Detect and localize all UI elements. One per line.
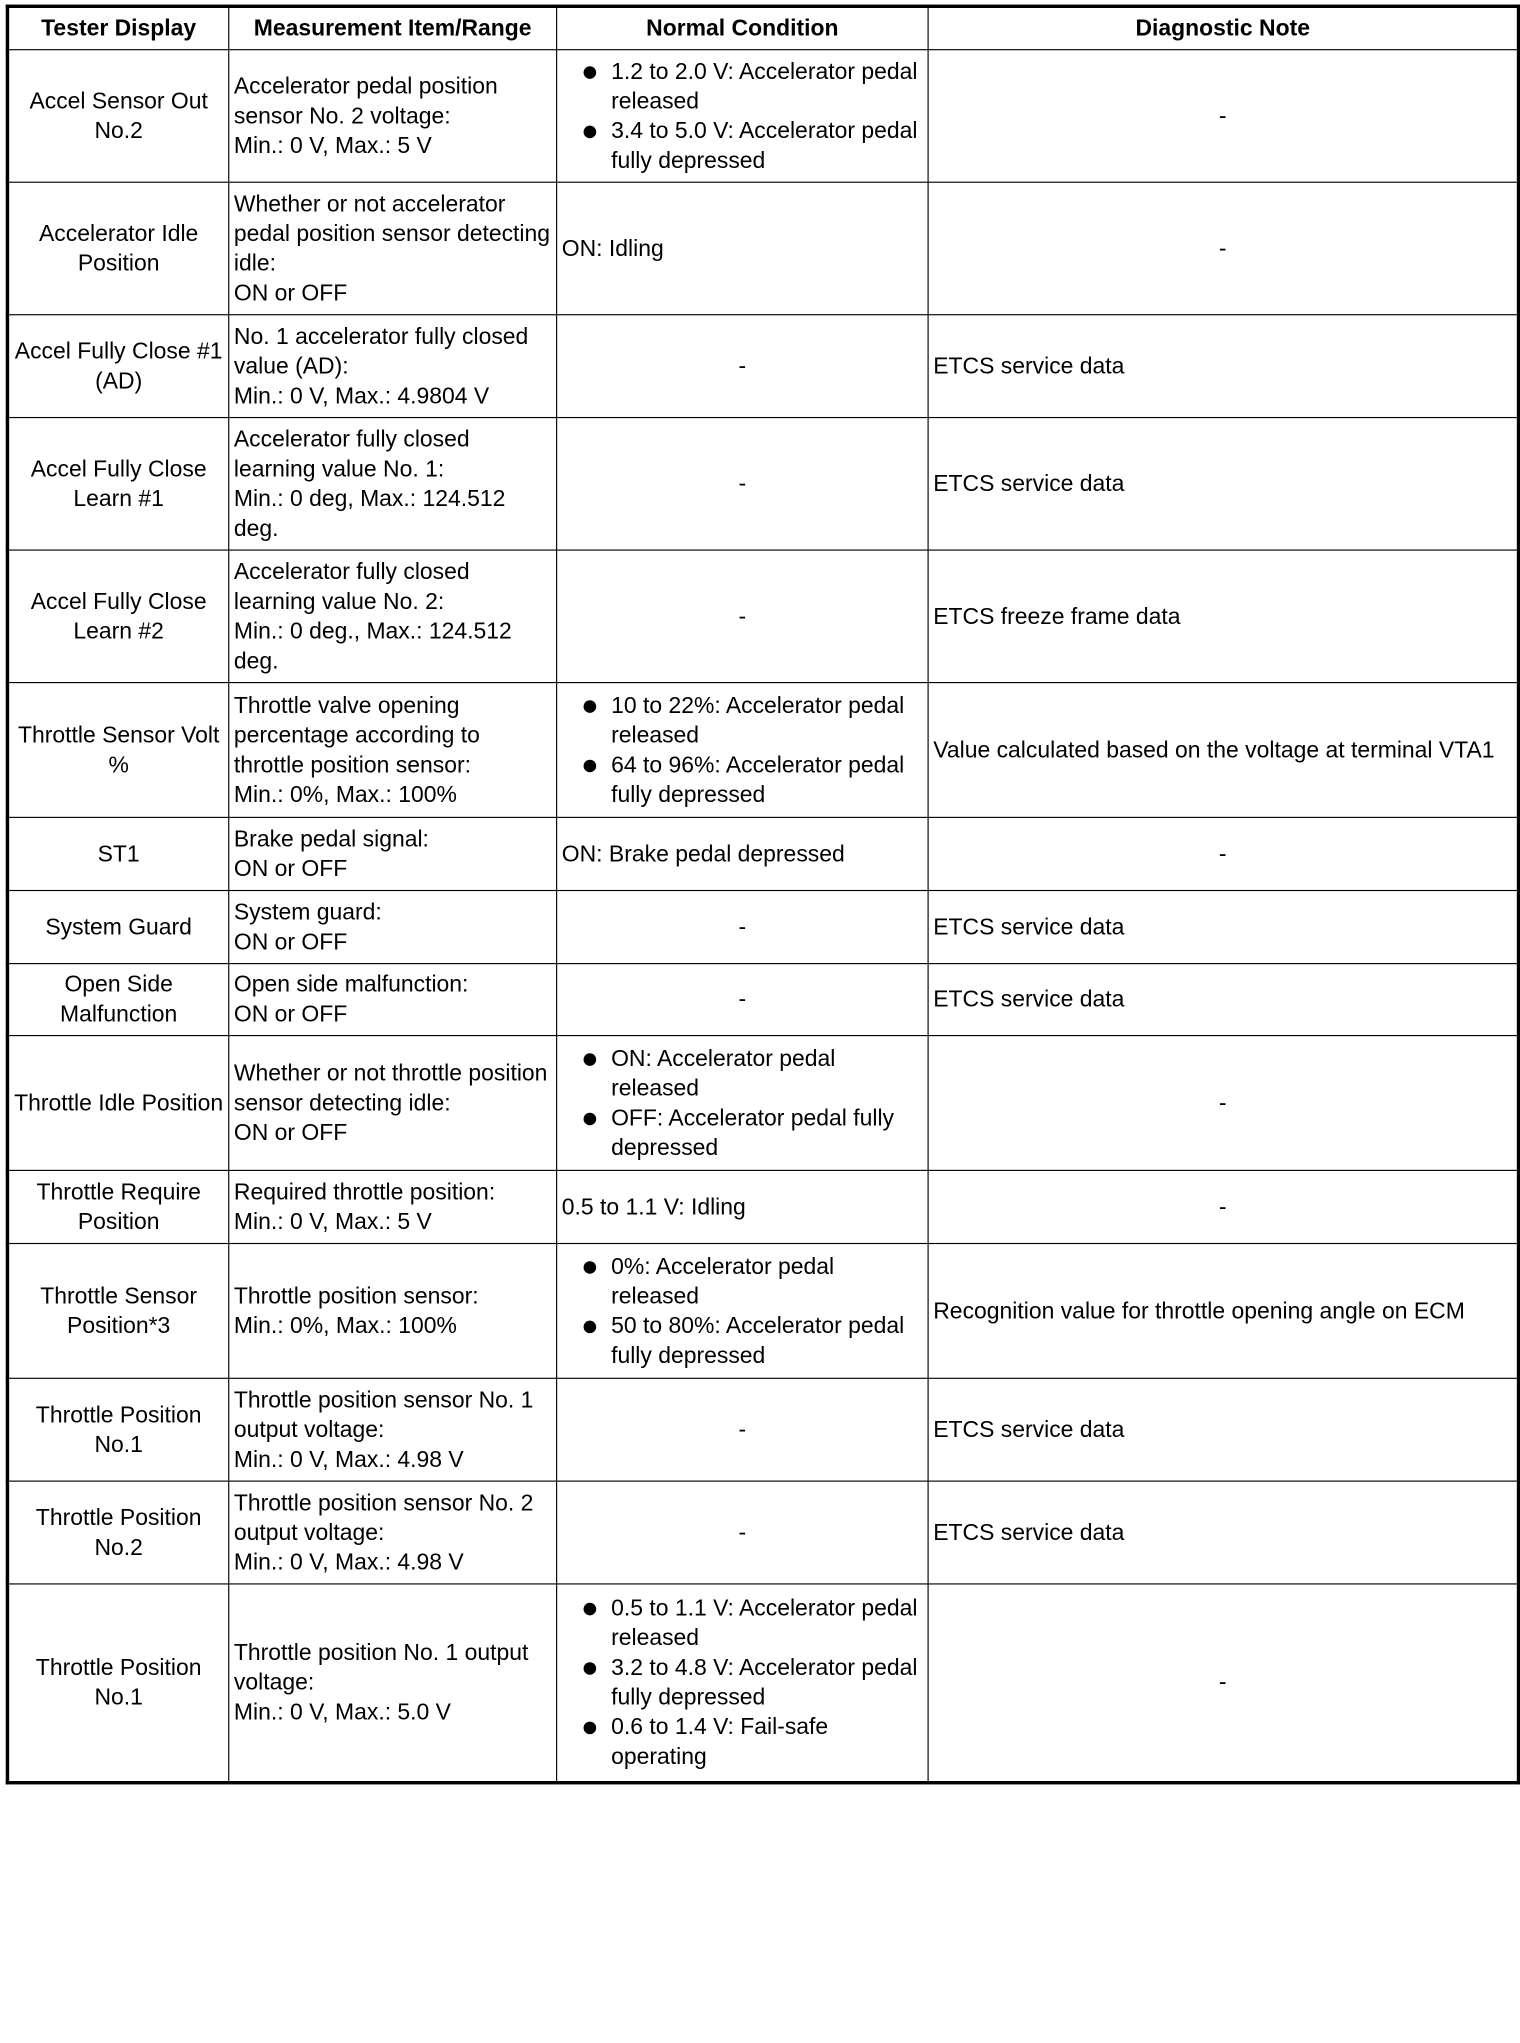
header-measurement-item: Measurement Item/Range: [229, 6, 557, 49]
tester-display-cell: Throttle Position No.2: [7, 1481, 228, 1584]
diagnostic-note-cell: [928, 1244, 1518, 1379]
tester-display-cell: Throttle Sensor Volt %: [7, 683, 228, 818]
table-row: [7, 817, 1518, 890]
tester-display-cell: Throttle Position No.1: [7, 1378, 228, 1481]
tester-display-cell: Throttle Position No.1: [7, 1584, 228, 1783]
measurement-line: Brake pedal signal:: [233, 826, 429, 852]
measurement-cell: [229, 1036, 557, 1171]
diagnostic-note-text: Recognition value for throttle opening angle on ECM: [933, 1298, 1465, 1324]
header-normal-condition: Normal Condition: [557, 6, 928, 49]
bullet-item: 3.2 to 4.8 V: Accelerator pedal fully depressed: [562, 1653, 923, 1712]
normal-condition-list: [562, 691, 923, 810]
measurement-line: ON or OFF: [233, 1001, 348, 1028]
diagnostic-note-cell: [928, 1170, 1518, 1243]
diagnostic-note-cell: [928, 1036, 1518, 1171]
diagnostic-note-text: ETCS service data: [933, 471, 1125, 497]
diagnostic-note-cell: [928, 1584, 1518, 1783]
table-row: [7, 964, 1518, 1036]
bullet-item: 3.4 to 5.0 V: Accelerator pedal fully depressed: [562, 116, 923, 175]
measurement-cell: [229, 817, 557, 890]
diagnostic-data-table: [6, 5, 1520, 1785]
measurement-line: Throttle position sensor:: [233, 1283, 479, 1309]
diagnostic-note-text: -: [1218, 1670, 1227, 1696]
diagnostic-note-cell: [928, 182, 1518, 315]
normal-condition-cell: [557, 964, 928, 1036]
measurement-line: Open side malfunction:: [233, 972, 469, 998]
normal-condition-text: -: [738, 1519, 747, 1546]
diagnostic-note-text: -: [1218, 235, 1227, 262]
diagnostic-note-text: ETCS service data: [933, 1519, 1125, 1546]
header-tester-display: Tester Display: [7, 6, 228, 49]
measurement-cell: [229, 182, 557, 315]
normal-condition-text: ON: Idling: [561, 235, 664, 262]
bullet-item: 0%: Accelerator pedal released: [562, 1251, 923, 1310]
normal-condition-text: -: [738, 353, 747, 379]
bullet-item: 64 to 96%: Accelerator pedal fully depressed: [562, 750, 923, 809]
normal-condition-text: 0.5 to 1.1 V: Idling: [561, 1194, 746, 1220]
normal-condition-cell: [557, 891, 928, 964]
measurement-cell: [229, 50, 557, 183]
measurement-cell: [229, 891, 557, 964]
table-row: [7, 1170, 1518, 1243]
table-row: [7, 418, 1518, 551]
bullet-item: 1.2 to 2.0 V: Accelerator pedal released: [562, 57, 923, 116]
measurement-line: Min.: 0 V, Max.: 4.98 V: [233, 1549, 464, 1575]
measurement-line: Min.: 0 deg., Max.: 124.512 deg.: [233, 618, 512, 674]
measurement-line: Accelerator pedal position sensor No. 2 voltage:: [233, 73, 498, 129]
tester-display-cell: Accelerator Idle Position: [7, 182, 228, 315]
tester-display-cell: Accel Fully Close #1 (AD): [7, 315, 228, 418]
measurement-line: ON or OFF: [233, 929, 348, 955]
diagnostic-note-cell: [928, 817, 1518, 890]
measurement-line: Min.: 0 deg, Max.: 124.512 deg.: [233, 486, 506, 541]
measurement-cell: [229, 683, 557, 818]
tester-display-cell: Throttle Idle Position: [7, 1036, 228, 1171]
table-row: [7, 1378, 1518, 1481]
measurement-line: Whether or not accelerator pedal position sensor detecting idle:: [233, 191, 551, 276]
measurement-line: Min.: 0 V, Max.: 4.9804 V: [233, 383, 490, 409]
tester-display-cell: Throttle Require Position: [7, 1170, 228, 1243]
measurement-line: Required throttle position:: [233, 1179, 496, 1205]
normal-condition-cell: [557, 550, 928, 683]
diagnostic-note-cell: [928, 683, 1518, 818]
normal-condition-cell: [557, 315, 928, 418]
table-row: [7, 182, 1518, 315]
tester-display-cell: Accel Fully Close Learn #1: [7, 418, 228, 551]
measurement-cell: [229, 315, 557, 418]
normal-condition-cell: [557, 1036, 928, 1171]
measurement-line: Throttle position sensor No. 2 output voltage:: [233, 1490, 534, 1546]
measurement-line: ON or OFF: [233, 856, 348, 882]
normal-condition-cell: [557, 1378, 928, 1481]
diagnostic-note-text: ETCS service data: [933, 1417, 1125, 1443]
measurement-line: Min.: 0%, Max.: 100%: [233, 1313, 457, 1339]
measurement-cell: [229, 1481, 557, 1584]
bullet-item: 0.6 to 1.4 V: Fail-safe operating: [562, 1712, 923, 1771]
tester-display-cell: System Guard: [7, 891, 228, 964]
measurement-line: Whether or not throttle position sensor detecting idle:: [233, 1060, 548, 1116]
tester-display-cell: Throttle Sensor Position*3: [7, 1244, 228, 1379]
normal-condition-cell: [557, 1481, 928, 1584]
diagnostic-note-cell: [928, 315, 1518, 418]
normal-condition-text: -: [738, 1417, 747, 1443]
normal-condition-cell: [557, 1244, 928, 1379]
measurement-line: Accelerator fully closed learning value No. 1:: [233, 426, 470, 482]
header-diagnostic-note: Diagnostic Note: [928, 6, 1518, 49]
normal-condition-cell: [557, 817, 928, 890]
diagnostic-note-text: ETCS service data: [933, 353, 1125, 379]
bullet-item: 0.5 to 1.1 V: Accelerator pedal released: [562, 1594, 923, 1653]
normal-condition-list: [562, 1251, 923, 1370]
normal-condition-text: -: [738, 914, 747, 940]
measurement-line: System guard:: [233, 899, 382, 925]
normal-condition-cell: [557, 418, 928, 551]
measurement-line: No. 1 accelerator fully closed value (AD):: [233, 323, 529, 379]
table-row: [7, 1584, 1518, 1783]
diagnostic-note-cell: [928, 891, 1518, 964]
measurement-cell: [229, 418, 557, 551]
normal-condition-text: -: [738, 471, 747, 497]
measurement-line: Throttle position No. 1 output voltage:: [233, 1640, 529, 1696]
normal-condition-cell: [557, 1170, 928, 1243]
measurement-cell: [229, 1584, 557, 1783]
measurement-cell: [229, 1244, 557, 1379]
measurement-cell: [229, 550, 557, 683]
diagnostic-note-cell: [928, 1481, 1518, 1584]
measurement-cell: [229, 1378, 557, 1481]
normal-condition-text: -: [738, 987, 747, 1013]
measurement-line: Accelerator fully closed learning value No. 2:: [233, 559, 470, 615]
normal-condition-list: [562, 1044, 923, 1163]
diagnostic-note-text: -: [1218, 1194, 1227, 1220]
diagnostic-note-text: ETCS service data: [933, 987, 1125, 1013]
table-row: [7, 683, 1518, 818]
measurement-line: Min.: 0 V, Max.: 5 V: [233, 133, 432, 159]
normal-condition-text: ON: Brake pedal depressed: [561, 841, 845, 867]
table-row: [7, 1481, 1518, 1584]
table-row: [7, 1244, 1518, 1379]
table-row: [7, 50, 1518, 183]
normal-condition-list: [562, 1594, 923, 1772]
normal-condition-cell: [557, 50, 928, 183]
measurement-line: Min.: 0%, Max.: 100%: [233, 781, 457, 808]
tester-display-cell: Open Side Malfunction: [7, 964, 228, 1036]
diagnostic-note-cell: [928, 964, 1518, 1036]
bullet-item: OFF: Accelerator pedal fully depressed: [562, 1103, 923, 1162]
diagnostic-note-text: -: [1218, 1090, 1227, 1116]
measurement-line: Throttle position sensor No. 1 output voltage:: [233, 1387, 534, 1443]
measurement-cell: [229, 964, 557, 1036]
tester-display-cell: ST1: [7, 817, 228, 890]
measurement-cell: [229, 1170, 557, 1243]
measurement-line: Min.: 0 V, Max.: 5.0 V: [233, 1699, 451, 1726]
bullet-item: ON: Accelerator pedal released: [562, 1044, 923, 1103]
diagnostic-note-cell: [928, 550, 1518, 683]
measurement-line: ON or OFF: [233, 1120, 348, 1146]
diagnostic-note-cell: [928, 1378, 1518, 1481]
diagnostic-note-text: ETCS freeze frame data: [933, 603, 1181, 629]
normal-condition-list: [562, 57, 923, 176]
table-row: [7, 1036, 1518, 1171]
table-row: [7, 550, 1518, 683]
diagnostic-note-text: Value calculated based on the voltage at terminal VTA1: [933, 737, 1495, 763]
diagnostic-note-text: -: [1218, 841, 1227, 867]
tester-display-cell: Accel Sensor Out No.2: [7, 50, 228, 183]
bullet-item: 50 to 80%: Accelerator pedal fully depressed: [562, 1311, 923, 1370]
table-header-row: [7, 6, 1518, 49]
table-row: [7, 315, 1518, 418]
table-row: [7, 891, 1518, 964]
normal-condition-cell: [557, 182, 928, 315]
diagnostic-note-text: -: [1218, 103, 1227, 129]
bullet-item: 10 to 22%: Accelerator pedal released: [562, 691, 923, 750]
normal-condition-text: -: [738, 603, 747, 629]
normal-condition-cell: [557, 683, 928, 818]
tester-display-cell: Accel Fully Close Learn #2: [7, 550, 228, 683]
measurement-line: Min.: 0 V, Max.: 4.98 V: [233, 1446, 464, 1472]
measurement-line: Throttle valve opening percentage according to throttle position sensor:: [233, 692, 480, 778]
measurement-line: ON or OFF: [233, 280, 348, 306]
normal-condition-cell: [557, 1584, 928, 1783]
diagnostic-note-cell: [928, 50, 1518, 183]
diagnostic-note-text: ETCS service data: [933, 914, 1125, 940]
diagnostic-note-cell: [928, 418, 1518, 551]
measurement-line: Min.: 0 V, Max.: 5 V: [233, 1209, 432, 1235]
